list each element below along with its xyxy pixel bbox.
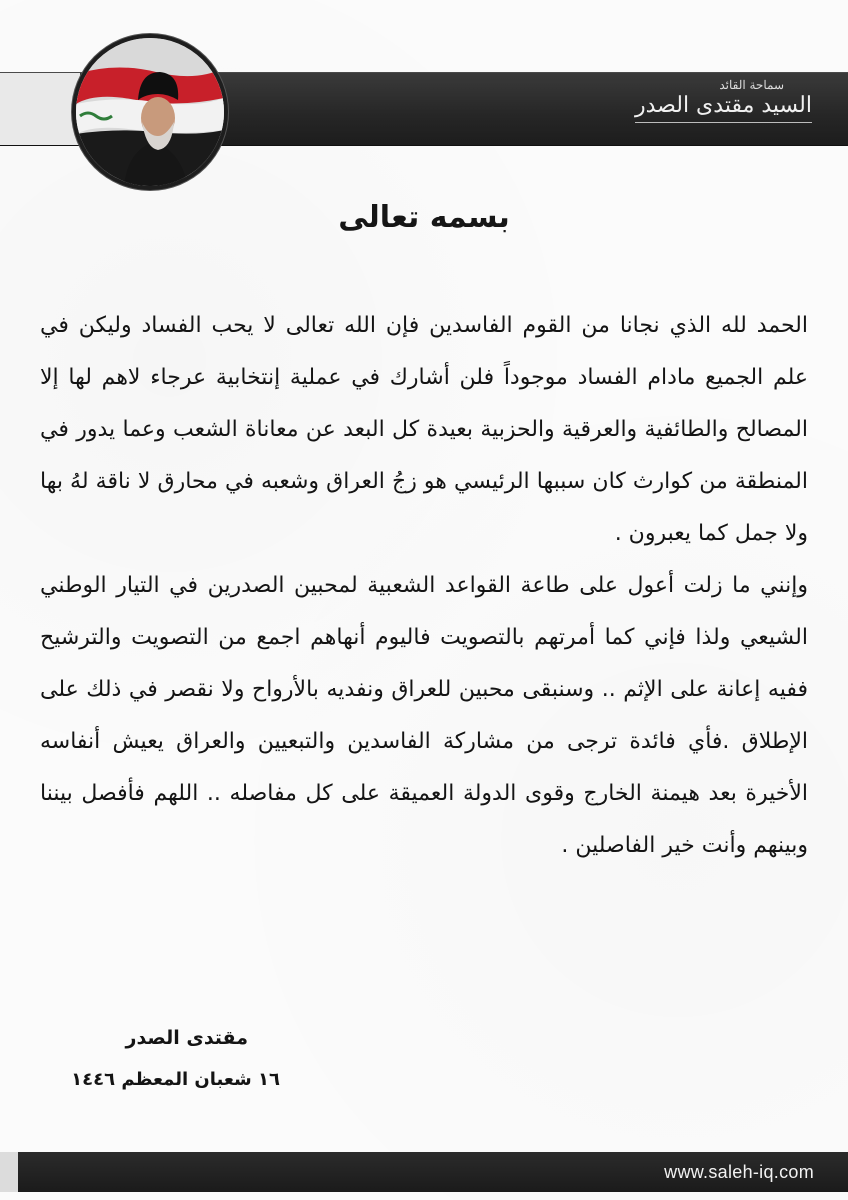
signature-date: ١٦ شعبان المعظم ١٤٤٦ [71, 1069, 280, 1090]
signature-name: مقتدى الصدر [125, 1027, 248, 1049]
footer-band [0, 1152, 848, 1192]
portrait-image [76, 38, 224, 186]
footer-url[interactable]: www.saleh-iq.com [664, 1162, 814, 1182]
paragraph-2: وإنني ما زلت أعول على طاعة القواعد الشعبية لمحبين الصدرين في التيار الوطني الشيعي ولذا فإني كما أمرتهم بالتصويت فاليوم أنهاهم اجمع من التصويت والترشيح ففيه إعانة على الإثم .. وسنبقى محبين للعراق ونفديه بالأرواح ولا نقصر في ذلك على الإطلاق .فأي فائدة ترجى من مشاركة الفاسدين والتبعيين والعراق يعيش أنفاسه الأخيرة بعد هيمنة الخارج وقوى الدولة العميقة على كل مفاصله .. اللهم فأفصل بيننا وبينهم وأنت خير الفاصلين . [40, 573, 808, 858]
avatar [72, 34, 228, 190]
logo-title: السيد مقتدى الصدر [635, 92, 812, 123]
paragraph-1: الحمد لله الذي نجانا من القوم الفاسدين فإن الله تعالى لا يحب الفساد وليكن في علم الجميع مادام الفساد موجوداً فلن أشارك في عملية إنتخابية عرجاء لاهم لها إلا المصالح والطائفية والعرقية والحزبية بعيدة كل البعد عن معاناة الشعب وعما يدور في المنطقة من كوارث كان سببها الرئيسي هو زجُ العراق وشعبه في محارق لا ناقة لهُ بها ولا جمل كما يعبرون . [40, 313, 808, 546]
logo-subtitle: سماحة القائد [719, 78, 784, 92]
header-logo [632, 78, 812, 140]
document-title: بسمه تعالى [338, 200, 510, 235]
signature-block [20, 1020, 280, 1098]
document-body [40, 300, 808, 872]
